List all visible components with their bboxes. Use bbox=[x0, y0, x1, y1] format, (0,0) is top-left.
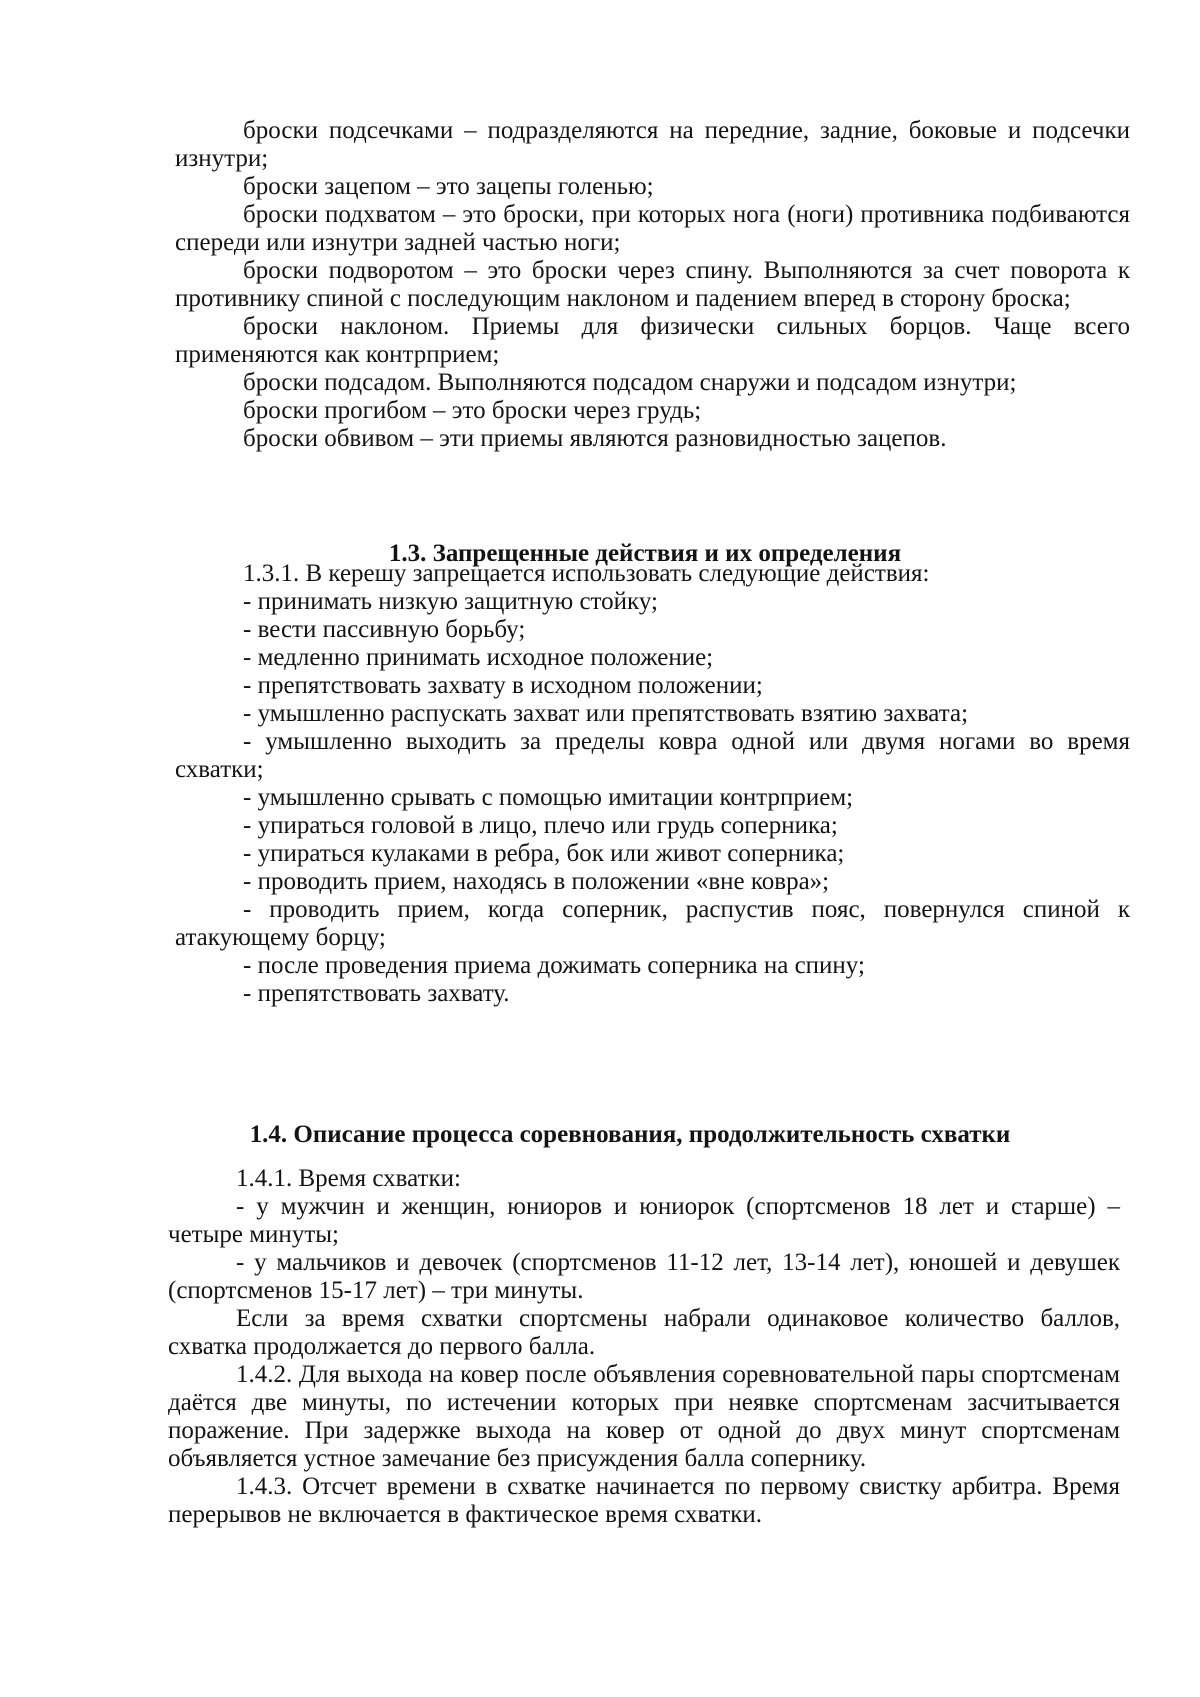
list-item: - препятствовать захвату. bbox=[243, 980, 510, 1007]
list-item: - у мужчин и женщин, юниоров и юниорок (спортсменов 18 лет и старше) – четыре минуты; bbox=[168, 1193, 1120, 1248]
paragraph: 1.3.1. В керешу запрещается использовать следующие действия: bbox=[243, 560, 930, 587]
paragraph: 1.4.2. Для выхода на ковер после объявления соревновательной пары спортсменам даётся две минуты, по истечении которых при неявке спортсменам засчитывается поражение. При задержке выхода на ковер от одной до двух минут спортсменам объявляется устное замечание без присуждения балла сопернику. bbox=[168, 1361, 1120, 1472]
paragraph: броски подсадом. Выполняются подсадом снаружи и подсадом изнутри; bbox=[243, 369, 1017, 396]
paragraph: броски наклоном. Приемы для физически сильных борцов. Чаще всего применяются как контрприем; bbox=[175, 313, 1130, 368]
list-item: - после проведения приема дожимать соперника на спину; bbox=[243, 952, 865, 979]
list-item: - упираться головой в лицо, плечо или грудь соперника; bbox=[243, 812, 838, 839]
list-item: - умышленно выходить за пределы ковра одной или двумя ногами во время схватки; bbox=[175, 728, 1130, 783]
list-item: - проводить прием, когда соперник, распустив пояс, повернулся спиной к атакующему борцу; bbox=[175, 896, 1130, 951]
paragraph: броски обвивом – эти приемы являются разновидностью зацепов. bbox=[243, 425, 947, 452]
list-item: - упираться кулаками в ребра, бок или живот соперника; bbox=[243, 840, 845, 867]
paragraph: 1.4.1. Время схватки: bbox=[236, 1165, 461, 1192]
match-duration-section bbox=[168, 1165, 1120, 1529]
prohibited-actions-list bbox=[175, 560, 1130, 1008]
paragraph: броски подворотом – это броски через спину. Выполняются за счет поворота к противнику спиной с последующим наклоном и падением вперед в сторону броска; bbox=[175, 257, 1130, 312]
paragraph: Если за время схватки спортсмены набрали одинаковое количество баллов, схватка продолжается до первого балла. bbox=[168, 1305, 1120, 1360]
section-heading-1-4: 1.4. Описание процесса соревнования, продолжительность схватки bbox=[249, 1121, 1011, 1148]
list-item: - проводить прием, находясь в положении «вне ковра»; bbox=[243, 868, 830, 895]
list-item: - у мальчиков и девочек (спортсменов 11-12 лет, 13-14 лет), юношей и девушек (спортсменов 15-17 лет) – три минуты. bbox=[168, 1249, 1120, 1304]
throws-list bbox=[175, 117, 1130, 453]
list-item: - вести пассивную борьбу; bbox=[243, 616, 526, 643]
paragraph: 1.4.3. Отсчет времени в схватке начинается по первому свистку арбитра. Время перерывов не включается в фактическое время схватки. bbox=[168, 1473, 1120, 1528]
list-item: - медленно принимать исходное положение; bbox=[243, 644, 714, 671]
paragraph: броски подсечками – подразделяются на передние, задние, боковые и подсечки изнутри; bbox=[175, 117, 1130, 172]
list-item: - препятствовать захвату в исходном положении; bbox=[243, 672, 763, 699]
paragraph: броски прогибом – это броски через грудь; bbox=[243, 397, 702, 424]
paragraph: броски подхватом – это броски, при которых нога (ноги) противника подбиваются спереди или изнутри задней частью ноги; bbox=[175, 201, 1130, 256]
list-item: - умышленно распускать захват или препятствовать взятию захвата; bbox=[243, 700, 969, 727]
list-item: - умышленно срывать с помощью имитации контрприем; bbox=[243, 784, 854, 811]
list-item: - принимать низкую защитную стойку; bbox=[243, 588, 658, 615]
section-heading-1-3: 1.3. Запрещенные действия и их определения bbox=[388, 540, 902, 567]
paragraph: броски зацепом – это зацепы голенью; bbox=[243, 173, 654, 200]
